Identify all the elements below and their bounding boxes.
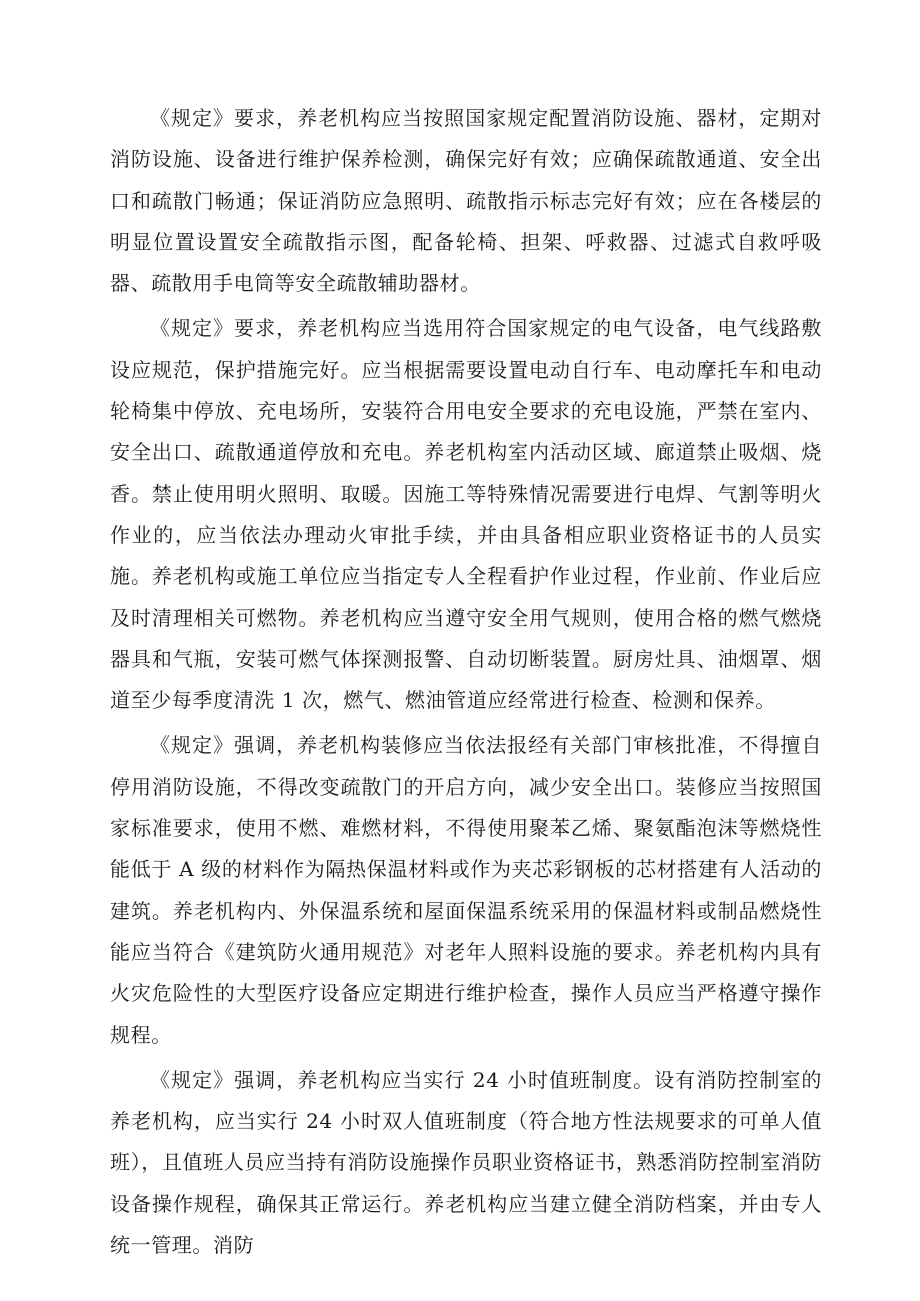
paragraph-duty-system: 《规定》强调，养老机构应当实行 24 小时值班制度。设有消防控制室的养老机构，应当实行 24 小时双人值班制度（符合地方性法规要求的可单人值班），且值班人员应当持有消防设施操作员职业资格证书，熟悉消防控制室消防设备操作规程，确保其正常运行。养老机构应当建立健全消防档案，并由专人统一管理。消防 <box>110 1067 822 1258</box>
paragraph-electrical-safety: 《规定》要求，养老机构应当选用符合国家规定的电气设备，电气线路敷设应规范，保护措施完好。应当根据需要设置电动自行车、电动摩托车和电动轮椅集中停放、充电场所，安装符合用电安全要求的充电设施，严禁在室内、安全出口、疏散通道停放和充电。养老机构室内活动区域、廊道禁止吸烟、烧香。禁止使用明火照明、取暖。因施工等特殊情况需要进行电焊、气割等明火作业的，应当依法办理动火审批手续，并由具备相应职业资格证书的人员实施。养老机构或施工单位应当指定专人全程看护作业过程，作业前、作业后应及时清理相关可燃物。养老机构应当遵守安全用气规则，使用合格的燃气燃烧器具和气瓶，安装可燃气体探测报警、自动切断装置。厨房灶具、油烟罩、烟道至少每季度清洗 1 次，燃气、燃油管道应经常进行检查、检测和保养。 <box>110 316 822 713</box>
paragraph-fire-facilities: 《规定》要求，养老机构应当按照国家规定配置消防设施、器材，定期对消防设施、设备进行维护保养检测，确保完好有效；应确保疏散通道、安全出口和疏散门畅通；保证消防应急照明、疏散指示标志完好有效；应在各楼层的明显位置设置安全疏散指示图，配备轮椅、担架、呼救器、过滤式自救呼吸器、疏散用手电筒等安全疏散辅助器材。 <box>110 106 822 296</box>
document-body <box>110 98 822 1270</box>
paragraph-renovation-rules: 《规定》强调，养老机构装修应当依法报经有关部门审核批准，不得擅自停用消防设施，不得改变疏散门的开启方向，减少安全出口。装修应当按照国家标准要求，使用不燃、难燃材料，不得使用聚苯乙烯、聚氨酯泡沫等燃烧性能低于 A 级的材料作为隔热保温材料或作为夹芯彩钢板的芯材搭建有人活动的建筑。养老机构内、外保温系统和屋面保温系统采用的保温材料或制品燃烧性能应当符合《建筑防火通用规范》对老年人照料设施的要求。养老机构内具有火灾危险性的大型医疗设备应定期进行维护检查，操作人员应当严格遵守操作规程。 <box>110 733 822 1047</box>
